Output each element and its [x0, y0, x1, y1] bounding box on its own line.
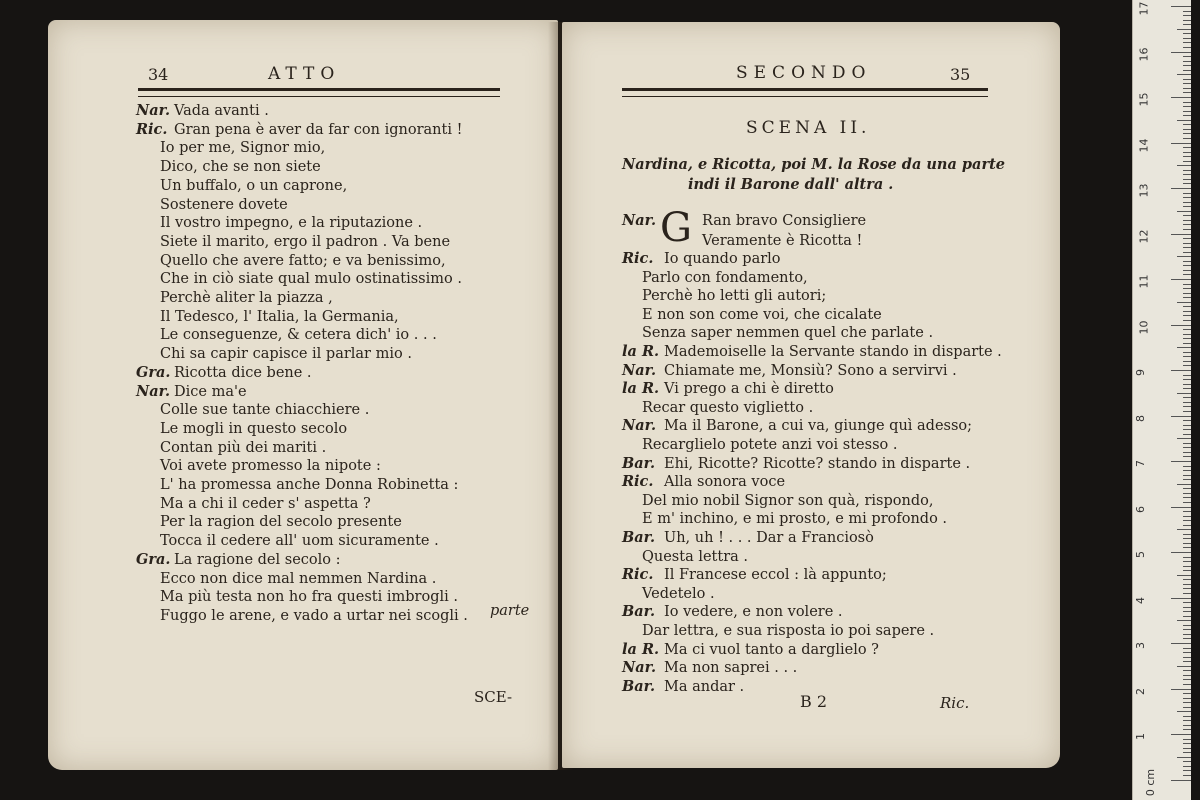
ruler-tick — [1171, 279, 1191, 280]
ruler-tick — [1183, 397, 1191, 398]
ruler-label: 8 — [1134, 414, 1147, 422]
verse-line: Senza saper nemmen quel che parlate . — [642, 325, 934, 342]
ruler-tick — [1183, 375, 1191, 376]
ruler-tick — [1183, 670, 1191, 671]
ruler-tick — [1177, 256, 1191, 257]
ruler-tick — [1183, 161, 1191, 162]
verse-line: Le conseguenze, & cetera dich' io . . . — [160, 327, 437, 344]
ruler-tick — [1183, 525, 1191, 526]
ruler-tick — [1183, 479, 1191, 480]
ruler-tick — [1183, 720, 1191, 721]
ruler-label: 2 — [1134, 687, 1147, 695]
ruler-tick — [1171, 643, 1191, 644]
verse-line: E non son come voi, che cicalate — [642, 306, 882, 323]
ruler-tick — [1183, 406, 1191, 407]
ruler-tick — [1183, 315, 1191, 316]
ruler-tick — [1183, 379, 1191, 380]
ruler-tick — [1171, 6, 1191, 7]
ruler-tick — [1171, 598, 1191, 599]
ruler-tick — [1183, 770, 1191, 771]
verse-line: Io quando parlo — [664, 251, 781, 267]
second-line: Veramente è Ricotta ! — [702, 233, 863, 249]
ruler-tick — [1183, 452, 1191, 453]
ruler-tick — [1177, 347, 1191, 348]
verse-line: L' ha promessa anche Donna Robinetta : — [160, 477, 459, 493]
ruler-label: 3 — [1134, 642, 1147, 649]
ruler-tick — [1171, 188, 1191, 189]
ruler-tick — [1183, 388, 1191, 389]
ruler-tick — [1183, 352, 1191, 353]
ruler-tick — [1183, 297, 1191, 298]
verse-line: Alla sonora voce — [664, 474, 786, 491]
ruler-tick — [1183, 215, 1191, 216]
ruler-tick — [1171, 416, 1191, 417]
speaker-label: Bar. — [622, 677, 656, 695]
verse-line: Recar questo viglietto . — [642, 399, 814, 416]
ruler-tick — [1183, 429, 1191, 430]
left-page — [48, 20, 558, 770]
verse-line: Siete il marito, ergo il padron . Va bene — [160, 233, 451, 250]
ruler-tick — [1183, 156, 1191, 157]
ruler-tick — [1183, 42, 1191, 43]
ruler-tick — [1183, 229, 1191, 230]
ruler-tick — [1183, 356, 1191, 357]
ruler-label: 13 — [1137, 183, 1151, 198]
verse-line: Mademoiselle la Servante stando in disparte . — [664, 344, 1002, 360]
ruler-label: 12 — [1137, 229, 1151, 243]
verse-line: Ecco non dice mal nemmen Nardina . — [160, 570, 437, 587]
ruler-tick — [1177, 211, 1191, 212]
ruler-tick — [1183, 47, 1191, 48]
ruler-tick — [1183, 520, 1191, 521]
ruler-tick — [1183, 306, 1191, 307]
verse-line: Dar lettra, e sua risposta io poi sapere . — [642, 623, 935, 639]
ruler-tick — [1183, 15, 1191, 16]
verse-line: E m' inchino, e mi prosto, e mi profondo . — [642, 511, 948, 528]
verse-line: Vada avanti . — [174, 103, 269, 119]
right-catchword: Ric. — [940, 694, 970, 712]
ruler-tick — [1183, 183, 1191, 184]
verse-line: Colle sue tante chiacchiere . — [160, 402, 370, 419]
ruler-tick — [1183, 243, 1191, 244]
ruler-tick — [1183, 338, 1191, 339]
verse-line: Chiamate me, Monsiù? Sono a servirvi . — [664, 362, 957, 379]
ruler-label: 7 — [1134, 460, 1147, 467]
verse-line: Ma a chi il ceder s' aspetta ? — [160, 495, 371, 512]
ruler-tick — [1183, 402, 1191, 403]
ruler-tick — [1183, 716, 1191, 717]
ruler-tick — [1183, 475, 1191, 476]
ruler-tick — [1183, 566, 1191, 567]
ruler-label: 1 — [1134, 733, 1147, 740]
ruler-tick — [1183, 443, 1191, 444]
first-line: Ran bravo Consigliere — [702, 213, 867, 229]
ruler-tick — [1183, 466, 1191, 467]
verse-line: Voi avete promesso la nipote : — [160, 458, 381, 475]
ruler-label: 6 — [1134, 505, 1147, 513]
ruler-tick — [1183, 65, 1191, 66]
speaker-label: Ric. — [622, 566, 654, 584]
ruler-tick — [1177, 711, 1191, 712]
ruler-tick — [1183, 707, 1191, 708]
speaker-label: Bar. — [622, 603, 656, 621]
verse-line: Ma ci vuol tanto a darglielo ? — [664, 641, 879, 658]
ruler-tick — [1183, 224, 1191, 225]
drop-cap: G — [660, 205, 692, 251]
ruler-tick — [1183, 557, 1191, 558]
ruler-tick — [1183, 625, 1191, 626]
ruler-tick — [1183, 274, 1191, 275]
verse-line: Contan più dei mariti . — [160, 439, 327, 456]
verse-line: Questa lettra . — [642, 548, 748, 565]
ruler-tick — [1183, 193, 1191, 194]
ruler-tick — [1183, 88, 1191, 89]
ruler-label: 10 — [1137, 320, 1151, 334]
ruler-label: 11 — [1137, 274, 1151, 289]
ruler-tick — [1177, 575, 1191, 576]
ruler-tick — [1183, 561, 1191, 562]
scene-description-line-2: indi il Barone dall' altra . — [688, 176, 894, 193]
ruler-tick — [1171, 370, 1191, 371]
ruler-tick — [1183, 202, 1191, 203]
verse-line: Quello che avere fatto; e va benissimo, — [160, 252, 446, 269]
measuring-ruler — [1132, 0, 1191, 800]
right-page-number: 35 — [950, 65, 971, 84]
ruler-tick — [1171, 52, 1191, 53]
ruler-tick — [1177, 620, 1191, 621]
ruler-tick — [1183, 138, 1191, 139]
verse-line: Le mogli in questo secolo — [160, 420, 348, 437]
speaker-label: la R. — [622, 640, 660, 658]
verse-line: Perchè aliter la piazza , — [160, 290, 333, 306]
verse-line: Dice ma'e — [174, 383, 247, 400]
ruler-tick — [1171, 780, 1191, 781]
ruler-tick — [1183, 588, 1191, 589]
ruler-tick — [1183, 334, 1191, 335]
verse-line: Perchè ho letti gli autori; — [642, 288, 827, 305]
ruler-tick — [1183, 425, 1191, 426]
verse-line: Un buffalo, o un caprone, — [160, 177, 348, 194]
ruler-tick — [1183, 570, 1191, 571]
ruler-tick — [1171, 552, 1191, 553]
ruler-tick — [1183, 20, 1191, 21]
ruler-tick — [1183, 238, 1191, 239]
ruler-tick — [1183, 766, 1191, 767]
ruler-tick — [1183, 488, 1191, 489]
verse-line: Vi prego a chi è diretto — [664, 381, 834, 398]
ruler-tick — [1183, 174, 1191, 175]
left-stage-direction: parte — [490, 603, 530, 619]
ruler-tick — [1183, 147, 1191, 148]
ruler-tick — [1183, 743, 1191, 744]
ruler-tick — [1183, 329, 1191, 330]
ruler-tick — [1183, 579, 1191, 580]
verse-line: Vedetelo . — [642, 585, 715, 602]
scene-description-line-1: Nardina, e Ricotta, poi M. la Rose da una parte — [622, 156, 1006, 173]
ruler-tick — [1183, 698, 1191, 699]
ruler-tick — [1183, 61, 1191, 62]
ruler-tick — [1183, 106, 1191, 107]
verse-line: Ma il Barone, a cui va, giunge quì adesso; — [664, 418, 973, 435]
ruler-tick — [1183, 607, 1191, 608]
verse-line: Gran pena è aver da far con ignoranti ! — [174, 121, 463, 138]
ruler-tick — [1183, 284, 1191, 285]
ruler-tick — [1177, 438, 1191, 439]
ruler-tick — [1183, 261, 1191, 262]
ruler-tick — [1183, 511, 1191, 512]
verse-line: Sostenere dovete — [160, 196, 288, 213]
ruler-tick — [1177, 529, 1191, 530]
ruler-tick — [1183, 761, 1191, 762]
ruler-tick — [1183, 493, 1191, 494]
ruler-tick — [1183, 648, 1191, 649]
ruler-tick — [1171, 734, 1191, 735]
ruler-tick — [1183, 752, 1191, 753]
ruler-label: 9 — [1134, 369, 1147, 376]
verse-line: Io per me, Signor mio, — [160, 140, 326, 157]
ruler-tick — [1177, 29, 1191, 30]
ruler-tick — [1183, 70, 1191, 71]
left-page-number: 34 — [148, 65, 169, 84]
ruler-tick — [1183, 124, 1191, 125]
speaker-label: Nar. — [136, 102, 171, 119]
ruler-tick — [1183, 384, 1191, 385]
ruler-tick — [1183, 470, 1191, 471]
ruler-tick — [1183, 33, 1191, 34]
ruler-label: 14 — [1137, 138, 1151, 152]
ruler-tick — [1183, 584, 1191, 585]
ruler-tick — [1183, 775, 1191, 776]
ruler-tick — [1183, 675, 1191, 676]
ruler-tick — [1177, 302, 1191, 303]
speaker-label: Nar. — [622, 417, 657, 435]
verse-line: Parlo con fondamento, — [642, 269, 808, 286]
verse-line: Ma più testa non ho fra questi imbrogli . — [160, 589, 458, 606]
right-running-head: SECONDO — [736, 63, 872, 83]
left-running-head: ATTO — [268, 64, 341, 84]
ruler-tick — [1183, 611, 1191, 612]
ruler-tick — [1183, 129, 1191, 130]
verse-line: Dico, che se non siete — [160, 159, 321, 176]
verse-line: Che in ciò siate qual mulo ostinatissimo . — [160, 271, 462, 288]
ruler-tick — [1183, 11, 1191, 12]
verse-line: Ma non saprei . . . — [664, 660, 798, 677]
ruler-tick — [1183, 434, 1191, 435]
ruler-tick — [1177, 757, 1191, 758]
ruler-tick — [1183, 543, 1191, 544]
speaker-label: Gra. — [136, 550, 171, 568]
ruler-tick — [1183, 661, 1191, 662]
ruler-tick — [1183, 502, 1191, 503]
ruler-tick — [1183, 311, 1191, 312]
ruler-tick — [1183, 679, 1191, 680]
speaker-label: Ric. — [622, 250, 654, 267]
ruler-tick — [1183, 497, 1191, 498]
ruler-label: 15 — [1137, 92, 1151, 107]
verse-line: Recarglielo potete anzi voi stesso . — [642, 437, 898, 453]
verse-line: Del mio nobil Signor son quà, rispondo, — [642, 492, 934, 509]
ruler-tick — [1183, 220, 1191, 221]
right-page — [562, 22, 1060, 768]
ruler-tick — [1183, 83, 1191, 84]
speaker-label: Ric. — [622, 473, 654, 491]
verse-line: Ma andar . — [664, 678, 745, 695]
ruler-tick — [1183, 56, 1191, 57]
speaker-label: Nar. — [622, 361, 657, 379]
ruler-tick — [1183, 252, 1191, 253]
ruler-tick — [1183, 657, 1191, 658]
ruler-tick — [1177, 393, 1191, 394]
verse-line: Il vostro impegno, e la riputazione . — [160, 215, 423, 232]
ruler-tick — [1183, 170, 1191, 171]
ruler-tick — [1183, 247, 1191, 248]
ruler-tick — [1183, 365, 1191, 366]
ruler-tick — [1183, 702, 1191, 703]
ruler-tick — [1171, 461, 1191, 462]
verse-line: Uh, uh ! . . . Dar a Franciosò — [664, 530, 874, 546]
verse-line: Tocca il cedere all' uom sicuramente . — [160, 533, 439, 550]
ruler-tick — [1183, 265, 1191, 266]
verse-line: Ehi, Ricotte? Ricotte? stando in disparte . — [664, 455, 971, 472]
ruler-tick — [1183, 179, 1191, 180]
speaker-label: Bar. — [622, 529, 656, 546]
verse-line: Per la ragion del secolo presente — [160, 514, 402, 531]
ruler-tick — [1183, 206, 1191, 207]
ruler-tick — [1177, 666, 1191, 667]
speaker-label: la R. — [622, 343, 660, 360]
ruler-tick — [1171, 143, 1191, 144]
ruler-tick — [1183, 24, 1191, 25]
ruler-tick — [1183, 739, 1191, 740]
ruler-label: 17 — [1137, 1, 1151, 16]
ruler-tick — [1183, 729, 1191, 730]
ruler-tick — [1183, 547, 1191, 548]
ruler-label: 16 — [1137, 47, 1151, 61]
ruler-tick — [1183, 638, 1191, 639]
ruler-tick — [1183, 456, 1191, 457]
ruler-tick — [1183, 270, 1191, 271]
verse-line: Ricotta dice bene . — [174, 364, 312, 381]
ruler-tick — [1183, 79, 1191, 80]
ruler-tick — [1177, 74, 1191, 75]
ruler-tick — [1183, 634, 1191, 635]
verse-line: Il Tedesco, l' Italia, la Germania, — [160, 308, 399, 325]
ruler-tick — [1183, 115, 1191, 116]
ruler-tick — [1183, 516, 1191, 517]
ruler-tick — [1183, 361, 1191, 362]
ruler-tick — [1183, 411, 1191, 412]
ruler-tick — [1183, 538, 1191, 539]
ruler-tick — [1183, 92, 1191, 93]
ruler-tick — [1183, 197, 1191, 198]
verse-line: Fuggo le arene, e vado a urtar nei scogli . — [160, 607, 468, 624]
speaker-label: la R. — [622, 380, 660, 398]
first-speaker: Nar. — [622, 212, 657, 229]
verse-line: Il Francese eccol : là appunto; — [664, 567, 887, 584]
ruler-tick — [1183, 320, 1191, 321]
ruler-tick — [1177, 120, 1191, 121]
signature-mark: B 2 — [800, 692, 828, 711]
ruler-tick — [1183, 447, 1191, 448]
ruler-tick — [1183, 133, 1191, 134]
ruler-tick — [1183, 629, 1191, 630]
ruler-tick — [1171, 97, 1191, 98]
ruler-label: 4 — [1134, 596, 1147, 604]
right-header-rule — [622, 88, 988, 97]
verse-line: Chi sa capir capisce il parlar mio . — [160, 346, 412, 363]
scene-title: SCENA II. — [746, 118, 871, 138]
ruler-tick — [1183, 693, 1191, 694]
ruler-tick — [1183, 616, 1191, 617]
ruler-tick — [1177, 165, 1191, 166]
ruler-tick — [1183, 420, 1191, 421]
ruler-tick — [1171, 689, 1191, 690]
ruler-tick — [1177, 484, 1191, 485]
ruler-tick — [1183, 288, 1191, 289]
ruler-tick — [1183, 748, 1191, 749]
ruler-tick — [1183, 593, 1191, 594]
left-header-rule — [138, 88, 500, 97]
ruler-tick — [1183, 684, 1191, 685]
ruler-tick — [1183, 102, 1191, 103]
verse-line: La ragione del secolo : — [174, 551, 341, 568]
ruler-tick — [1171, 507, 1191, 508]
ruler-tick — [1183, 725, 1191, 726]
speaker-label: Gra. — [136, 363, 171, 381]
ruler-tick — [1183, 293, 1191, 294]
ruler-label: 5 — [1134, 551, 1147, 558]
left-catchword: SCE- — [474, 688, 513, 706]
ruler-tick — [1171, 234, 1191, 235]
verse-line: Io vedere, e non volere . — [664, 604, 843, 621]
ruler-tick — [1183, 343, 1191, 344]
ruler-tick — [1183, 534, 1191, 535]
ruler-tick — [1183, 602, 1191, 603]
ruler-tick — [1183, 652, 1191, 653]
speaker-label: Ric. — [136, 120, 168, 138]
ruler-tick — [1183, 111, 1191, 112]
speaker-label: Nar. — [622, 659, 657, 677]
ruler-label: 0 cm — [1144, 768, 1158, 796]
ruler-tick — [1183, 152, 1191, 153]
ruler-tick — [1171, 325, 1191, 326]
ruler-tick — [1183, 38, 1191, 39]
speaker-label: Nar. — [136, 382, 171, 400]
speaker-label: Bar. — [622, 454, 656, 472]
